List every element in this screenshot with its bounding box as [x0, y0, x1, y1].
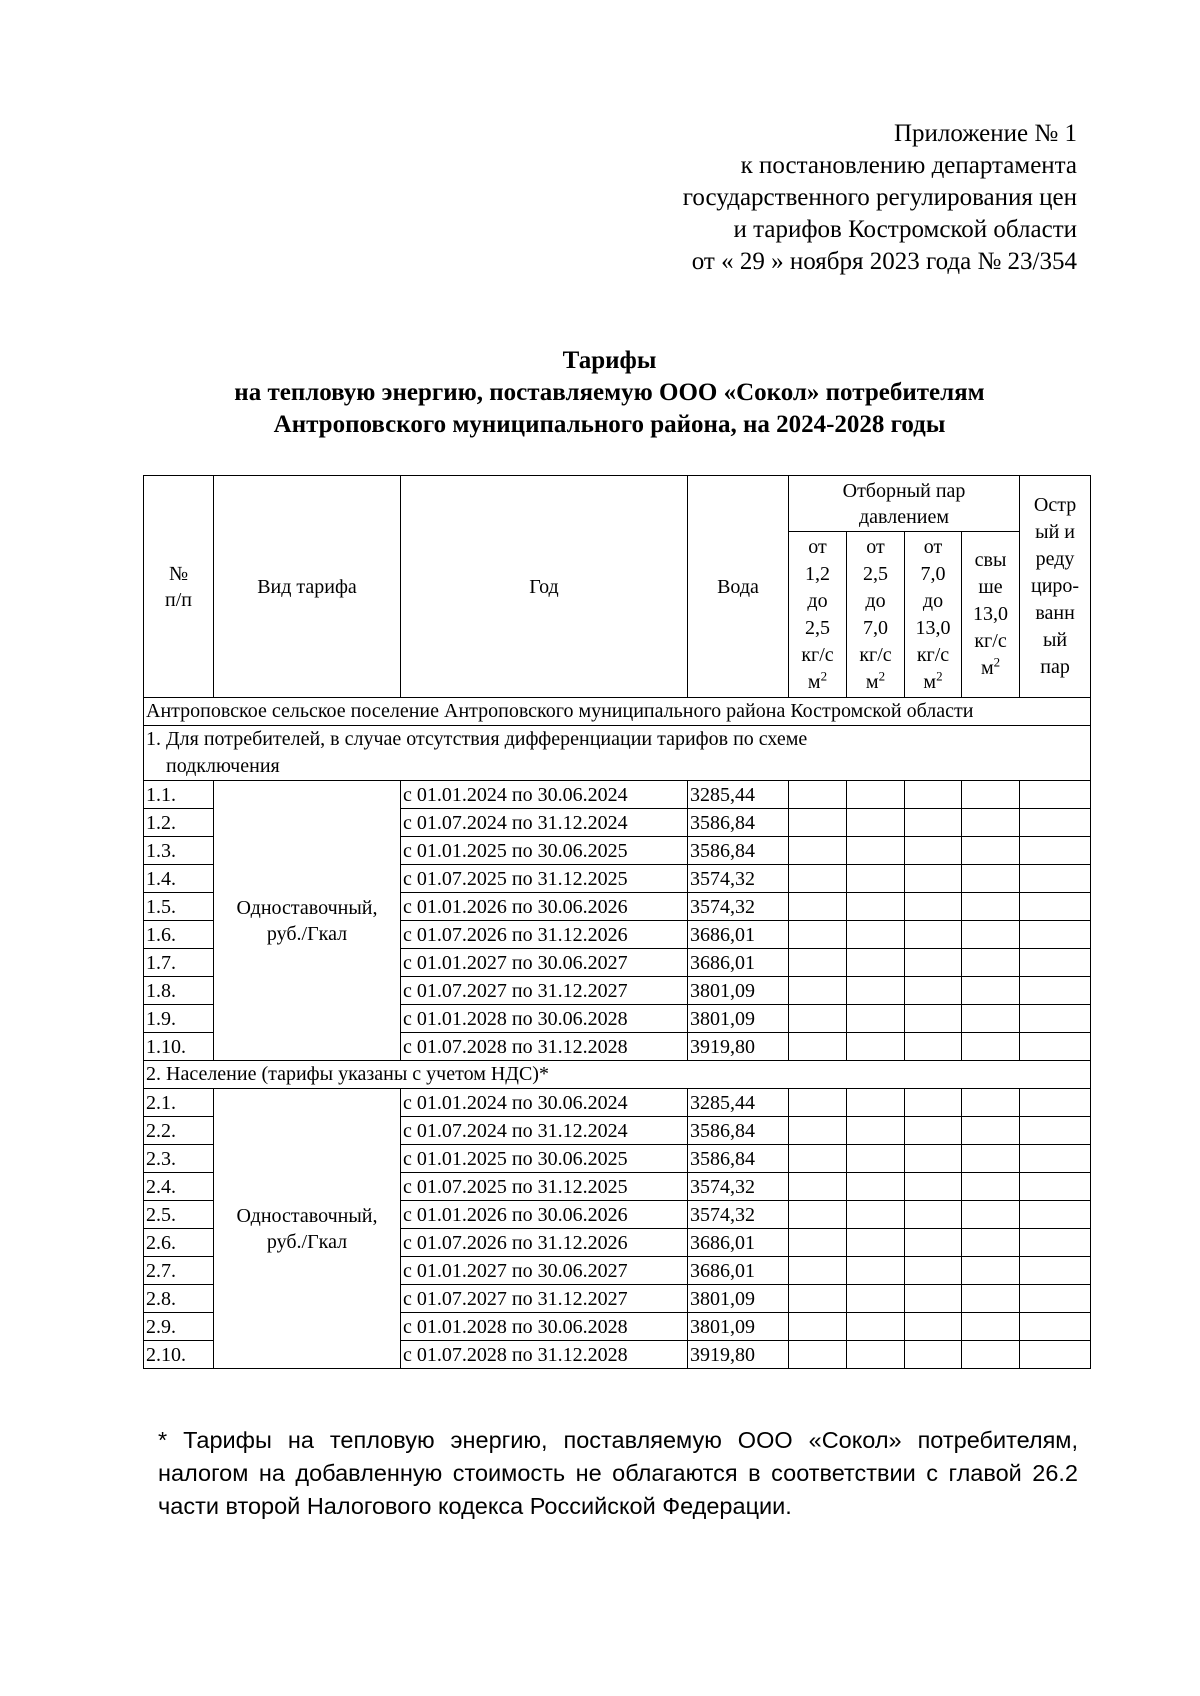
header-selected-steam: Отборный пар давлением — [789, 476, 1020, 532]
empty-cell — [1020, 921, 1091, 949]
empty-cell — [905, 921, 962, 949]
empty-cell — [1020, 1173, 1091, 1201]
empty-cell — [847, 1201, 905, 1229]
empty-cell — [905, 1173, 962, 1201]
document-title — [143, 345, 1076, 441]
empty-cell — [847, 921, 905, 949]
period-cell: с 01.07.2024 по 31.12.2024 — [401, 809, 688, 837]
row-number: 2.8. — [144, 1285, 214, 1313]
row-number: 2.6. — [144, 1229, 214, 1257]
empty-cell — [847, 1313, 905, 1341]
empty-cell — [1020, 1145, 1091, 1173]
tariff-type-cell: Одноставочный, руб./Гкал — [214, 1089, 401, 1369]
row-number: 2.3. — [144, 1145, 214, 1173]
water-tariff-cell: 3801,09 — [688, 1005, 789, 1033]
empty-cell — [1020, 1005, 1091, 1033]
row-number: 1.6. — [144, 921, 214, 949]
empty-cell — [962, 1229, 1020, 1257]
appendix-header — [683, 118, 1077, 278]
empty-cell — [962, 893, 1020, 921]
water-tariff-cell: 3801,09 — [688, 1313, 789, 1341]
row-number: 2.10. — [144, 1341, 214, 1369]
period-cell: с 01.01.2027 по 30.06.2027 — [401, 1257, 688, 1285]
empty-cell — [1020, 1341, 1091, 1369]
row-number: 1.4. — [144, 865, 214, 893]
empty-cell — [1020, 1201, 1091, 1229]
empty-cell — [962, 1117, 1020, 1145]
empty-cell — [1020, 865, 1091, 893]
empty-cell — [789, 1201, 847, 1229]
empty-cell — [789, 1341, 847, 1369]
empty-cell — [905, 865, 962, 893]
table-row — [144, 1089, 1091, 1117]
water-tariff-cell: 3285,44 — [688, 781, 789, 809]
empty-cell — [962, 1033, 1020, 1061]
empty-cell — [962, 1341, 1020, 1369]
empty-cell — [789, 949, 847, 977]
row-number: 1.8. — [144, 977, 214, 1005]
water-tariff-cell: 3586,84 — [688, 837, 789, 865]
empty-cell — [962, 1145, 1020, 1173]
empty-cell — [789, 1285, 847, 1313]
row-number: 1.2. — [144, 809, 214, 837]
row-number: 1.3. — [144, 837, 214, 865]
period-cell: с 01.07.2025 по 31.12.2025 — [401, 865, 688, 893]
empty-cell — [962, 949, 1020, 977]
empty-cell — [905, 1257, 962, 1285]
empty-cell — [1020, 1089, 1091, 1117]
empty-cell — [789, 1033, 847, 1061]
header-num: № п/п — [144, 476, 214, 698]
empty-cell — [847, 1173, 905, 1201]
empty-cell — [962, 809, 1020, 837]
empty-cell — [905, 1229, 962, 1257]
water-tariff-cell: 3285,44 — [688, 1089, 789, 1117]
table-row — [144, 781, 1091, 809]
empty-cell — [1020, 1117, 1091, 1145]
empty-cell — [962, 921, 1020, 949]
empty-cell — [847, 1033, 905, 1061]
empty-cell — [905, 1201, 962, 1229]
period-cell: с 01.01.2024 по 30.06.2024 — [401, 1089, 688, 1117]
header-tariff-type: Вид тарифа — [214, 476, 401, 698]
period-cell: с 01.07.2028 по 31.12.2028 — [401, 1033, 688, 1061]
water-tariff-cell: 3686,01 — [688, 1229, 789, 1257]
empty-cell — [847, 1145, 905, 1173]
empty-cell — [905, 809, 962, 837]
empty-cell — [962, 1285, 1020, 1313]
empty-cell — [1020, 977, 1091, 1005]
row-number: 2.5. — [144, 1201, 214, 1229]
empty-cell — [1020, 949, 1091, 977]
title-line: Антроповского муниципального района, на 2024-2028 годы — [273, 411, 946, 438]
settlement-row: Антроповское сельское поселение Антроповского муниципального района Костромской области — [144, 698, 1091, 726]
empty-cell — [789, 1089, 847, 1117]
water-tariff-cell: 3919,80 — [688, 1341, 789, 1369]
row-number: 2.1. — [144, 1089, 214, 1117]
appendix-line: к постановлению департамента — [740, 152, 1077, 179]
empty-cell — [1020, 1033, 1091, 1061]
empty-cell — [789, 1117, 847, 1145]
water-tariff-cell: 3801,09 — [688, 1285, 789, 1313]
empty-cell — [789, 781, 847, 809]
empty-cell — [847, 1285, 905, 1313]
empty-cell — [789, 977, 847, 1005]
empty-cell — [789, 1005, 847, 1033]
empty-cell — [789, 1257, 847, 1285]
water-tariff-cell: 3686,01 — [688, 1257, 789, 1285]
period-cell: с 01.01.2027 по 30.06.2027 — [401, 949, 688, 977]
empty-cell — [962, 865, 1020, 893]
appendix-line: и тарифов Костромской области — [733, 216, 1077, 243]
empty-cell — [962, 1201, 1020, 1229]
period-cell: с 01.01.2025 по 30.06.2025 — [401, 837, 688, 865]
period-cell: с 01.07.2027 по 31.12.2027 — [401, 1285, 688, 1313]
header-steam-2-5-to-7-0: от 2,5 до 7,0 кг/с $м^2$ — [847, 532, 905, 698]
empty-cell — [847, 865, 905, 893]
period-cell: с 01.07.2026 по 31.12.2026 — [401, 921, 688, 949]
water-tariff-cell: 3686,01 — [688, 949, 789, 977]
group2-label: 2. Население (тарифы указаны с учетом НДС)* — [144, 1061, 1091, 1089]
appendix-line: от « 29 » ноября 2023 года № 23/354 — [691, 248, 1077, 275]
empty-cell — [905, 1005, 962, 1033]
row-number: 2.4. — [144, 1173, 214, 1201]
empty-cell — [1020, 781, 1091, 809]
empty-cell — [847, 893, 905, 921]
empty-cell — [847, 977, 905, 1005]
period-cell: с 01.01.2026 по 30.06.2026 — [401, 1201, 688, 1229]
empty-cell — [847, 949, 905, 977]
water-tariff-cell: 3574,32 — [688, 865, 789, 893]
period-cell: с 01.01.2028 по 30.06.2028 — [401, 1313, 688, 1341]
group1-label: 1. Для потребителей, в случае отсутствия дифференциации тарифов по схеме подключения — [144, 726, 1091, 781]
period-cell: с 01.01.2028 по 30.06.2028 — [401, 1005, 688, 1033]
appendix-line: государственного регулирования цен — [682, 184, 1077, 211]
empty-cell — [789, 1173, 847, 1201]
water-tariff-cell: 3574,32 — [688, 893, 789, 921]
row-number: 2.7. — [144, 1257, 214, 1285]
empty-cell — [789, 809, 847, 837]
water-tariff-cell: 3586,84 — [688, 1117, 789, 1145]
empty-cell — [962, 1089, 1020, 1117]
empty-cell — [789, 1145, 847, 1173]
empty-cell — [789, 865, 847, 893]
water-tariff-cell: 3586,84 — [688, 1145, 789, 1173]
empty-cell — [905, 977, 962, 1005]
header-steam-7-0-to-13-0: от 7,0 до 13,0 кг/с $м^2$ — [905, 532, 962, 698]
period-cell: с 01.07.2024 по 31.12.2024 — [401, 1117, 688, 1145]
header-sharp-steam: Остр ый и реду циро- ванн ый пар — [1020, 476, 1091, 698]
empty-cell — [847, 1229, 905, 1257]
water-tariff-cell: 3574,32 — [688, 1201, 789, 1229]
row-number: 1.1. — [144, 781, 214, 809]
empty-cell — [962, 837, 1020, 865]
empty-cell — [1020, 1313, 1091, 1341]
empty-cell — [962, 781, 1020, 809]
empty-cell — [962, 1005, 1020, 1033]
empty-cell — [789, 893, 847, 921]
header-year: Год — [401, 476, 688, 698]
empty-cell — [962, 977, 1020, 1005]
empty-cell — [789, 921, 847, 949]
empty-cell — [847, 1341, 905, 1369]
header-steam-over-13-0: свы ше 13,0 кг/с $м^2$ — [962, 532, 1020, 698]
row-number: 2.2. — [144, 1117, 214, 1145]
period-cell: с 01.07.2028 по 31.12.2028 — [401, 1341, 688, 1369]
empty-cell — [847, 1257, 905, 1285]
row-number: 1.9. — [144, 1005, 214, 1033]
period-cell: с 01.01.2024 по 30.06.2024 — [401, 781, 688, 809]
period-cell: с 01.01.2025 по 30.06.2025 — [401, 1145, 688, 1173]
period-cell: с 01.07.2026 по 31.12.2026 — [401, 1229, 688, 1257]
empty-cell — [789, 1229, 847, 1257]
footnote: * Тарифы на тепловую энергию, поставляемую ООО «Сокол» потребителям, налогом на добавленную стоимость не облагаются в соответствии с главой 26.2 части второй Налогового кодекса Российской Федерации. — [158, 1427, 1078, 1519]
title-line: на тепловую энергию, поставляемую ООО «Сокол» потребителям — [234, 379, 985, 406]
empty-cell — [905, 1117, 962, 1145]
empty-cell — [1020, 809, 1091, 837]
empty-cell — [905, 1341, 962, 1369]
empty-cell — [905, 1285, 962, 1313]
period-cell: с 01.07.2027 по 31.12.2027 — [401, 977, 688, 1005]
empty-cell — [962, 1313, 1020, 1341]
water-tariff-cell: 3586,84 — [688, 809, 789, 837]
row-number: 2.9. — [144, 1313, 214, 1341]
row-number: 1.7. — [144, 949, 214, 977]
empty-cell — [905, 837, 962, 865]
empty-cell — [847, 1005, 905, 1033]
empty-cell — [847, 1089, 905, 1117]
empty-cell — [962, 1173, 1020, 1201]
empty-cell — [905, 1145, 962, 1173]
empty-cell — [789, 837, 847, 865]
empty-cell — [847, 837, 905, 865]
empty-cell — [1020, 893, 1091, 921]
empty-cell — [905, 1089, 962, 1117]
empty-cell — [1020, 1229, 1091, 1257]
empty-cell — [1020, 1285, 1091, 1313]
water-tariff-cell: 3686,01 — [688, 921, 789, 949]
empty-cell — [847, 809, 905, 837]
appendix-line: Приложение № 1 — [893, 120, 1077, 147]
row-number: 1.5. — [144, 893, 214, 921]
empty-cell — [1020, 837, 1091, 865]
water-tariff-cell: 3919,80 — [688, 1033, 789, 1061]
period-cell: с 01.07.2025 по 31.12.2025 — [401, 1173, 688, 1201]
empty-cell — [1020, 1257, 1091, 1285]
header-steam-1-2-to-2-5: от 1,2 до 2,5 кг/с $м^2$ — [789, 532, 847, 698]
water-tariff-cell: 3801,09 — [688, 977, 789, 1005]
tariff-table — [143, 475, 1091, 1369]
empty-cell — [905, 1033, 962, 1061]
empty-cell — [962, 1257, 1020, 1285]
water-tariff-cell: 3574,32 — [688, 1173, 789, 1201]
title-line: Тарифы — [562, 347, 657, 374]
header-water: Вода — [688, 476, 789, 698]
row-number: 1.10. — [144, 1033, 214, 1061]
empty-cell — [905, 893, 962, 921]
empty-cell — [847, 1117, 905, 1145]
period-cell: с 01.01.2026 по 30.06.2026 — [401, 893, 688, 921]
empty-cell — [847, 781, 905, 809]
tariff-type-cell: Одноставочный, руб./Гкал — [214, 781, 401, 1061]
empty-cell — [905, 949, 962, 977]
empty-cell — [905, 781, 962, 809]
empty-cell — [789, 1313, 847, 1341]
empty-cell — [905, 1313, 962, 1341]
